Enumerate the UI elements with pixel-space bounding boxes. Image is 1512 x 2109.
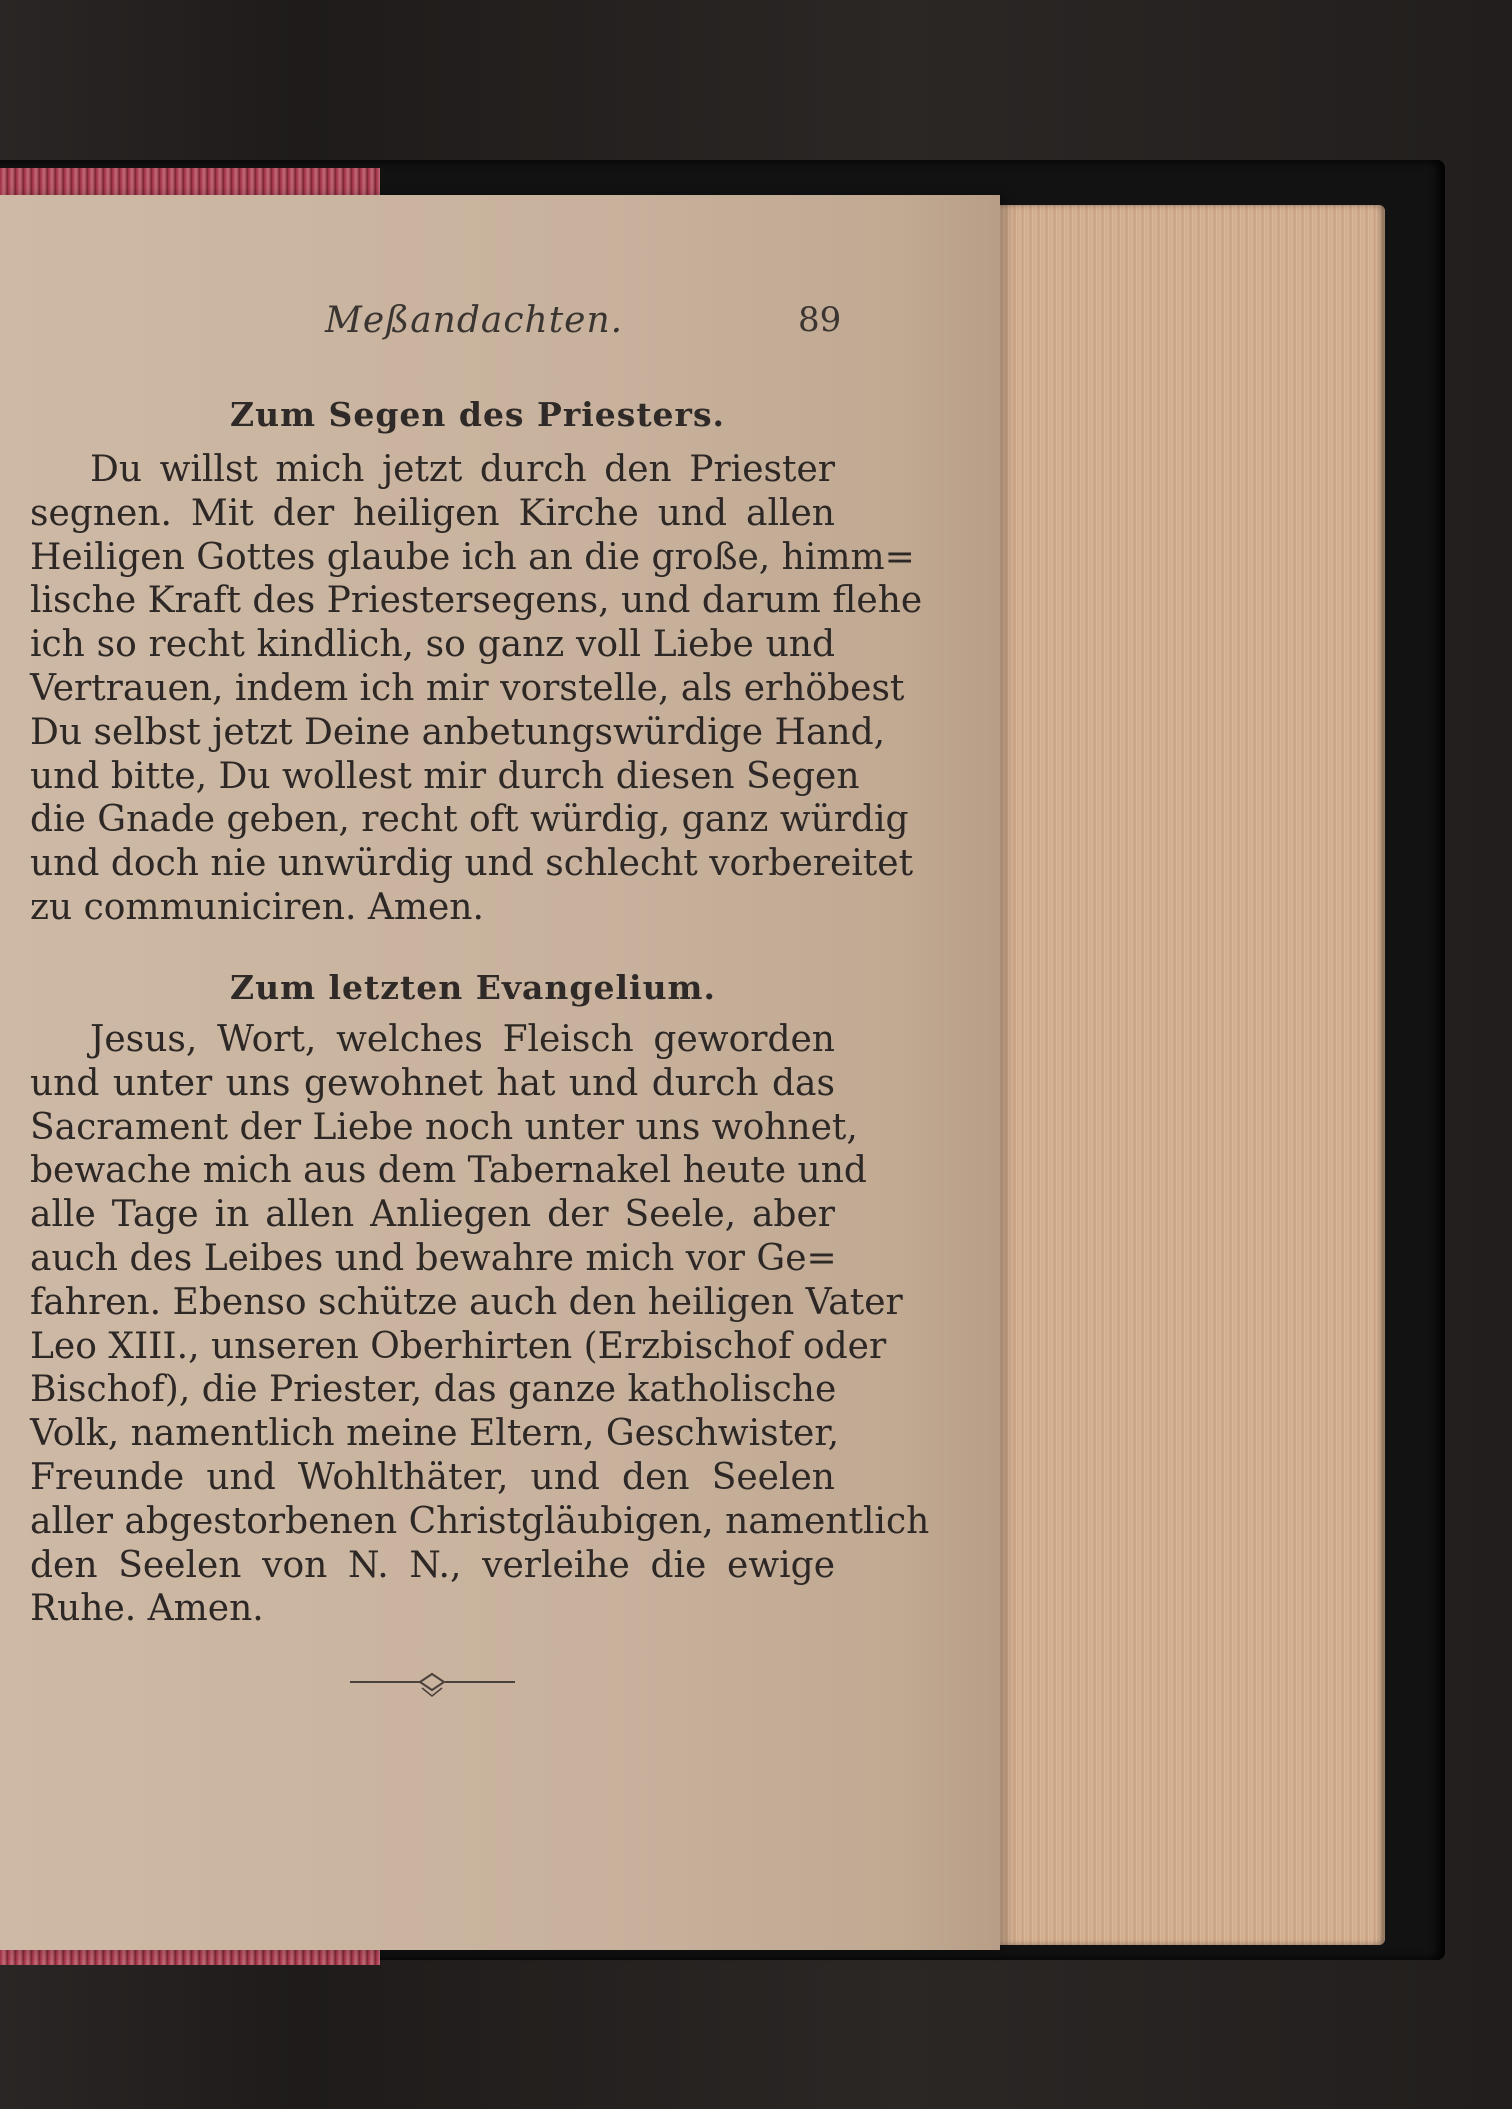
text-line: Sacrament der Liebe noch unter uns wohnet, — [30, 1106, 858, 1148]
text-line: die Gnade geben, recht oft würdig, ganz würdig — [30, 799, 909, 841]
text-line: Vertrauen, indem ich mir vorstelle, als erhöbest — [30, 667, 905, 709]
text-line: Freunde und Wohlthäter, und den Seelen — [30, 1456, 835, 1498]
text-line: Heiligen Gottes glaube ich an die große, himm= — [30, 536, 915, 578]
text-line: den Seelen von N. N., verleihe die ewige — [30, 1544, 835, 1586]
text-line: segnen. Mit der heiligen Kirche und allen — [30, 492, 835, 534]
text-line: Du willst mich jetzt durch den Priester — [90, 449, 835, 490]
text-line: und unter uns gewohnet hat und durch das — [30, 1062, 835, 1104]
text-line: Du selbst jetzt Deine anbetungswürdige Hand, — [30, 711, 886, 753]
paragraph-blessing — [30, 448, 923, 930]
text-line: und doch nie unwürdig und schlecht vorbereitet — [30, 843, 914, 885]
text-line: auch des Leibes und bewahre mich vor Ge= — [30, 1237, 837, 1279]
text-line: ich so recht kindlich, so ganz voll Liebe und — [30, 624, 835, 666]
text-line: Jesus, Wort, welches Fleisch geworden — [90, 1019, 835, 1060]
text-line: lische Kraft des Priestersegens, und darum flehe — [30, 580, 923, 622]
ornament-divider-icon — [350, 1666, 515, 1706]
text-line: alle Tage in allen Anliegen der Seele, aber — [30, 1194, 835, 1236]
text-line: bewache mich aus dem Tabernakel heute und — [30, 1150, 867, 1192]
section-heading-blessing: Zum Segen des Priesters. — [230, 395, 726, 434]
text-line: Leo XIII., unseren Oberhirten (Erzbischof oder — [30, 1325, 887, 1367]
text-line: zu communiciren. Amen. — [30, 886, 484, 928]
text-line: aller abgestorbenen Christgläubigen, namentlich — [30, 1500, 930, 1542]
section-heading-gospel: Zum letzten Evangelium. — [230, 968, 716, 1007]
running-head — [0, 300, 1000, 350]
paragraph-gospel — [30, 1018, 930, 1631]
running-title: Meßandachten. — [325, 300, 624, 341]
text-line: Bischof), die Priester, das ganze katholische — [30, 1369, 837, 1411]
page-number: 89 — [798, 300, 842, 340]
text-line: Ruhe. Amen. — [30, 1588, 264, 1630]
text-line: fahren. Ebenso schütze auch den heiligen Vater — [30, 1281, 903, 1323]
text-line: und bitte, Du wollest mir durch diesen Segen — [30, 755, 860, 797]
page-edges — [985, 205, 1385, 1945]
text-line: Volk, namentlich meine Eltern, Geschwister, — [30, 1413, 840, 1455]
